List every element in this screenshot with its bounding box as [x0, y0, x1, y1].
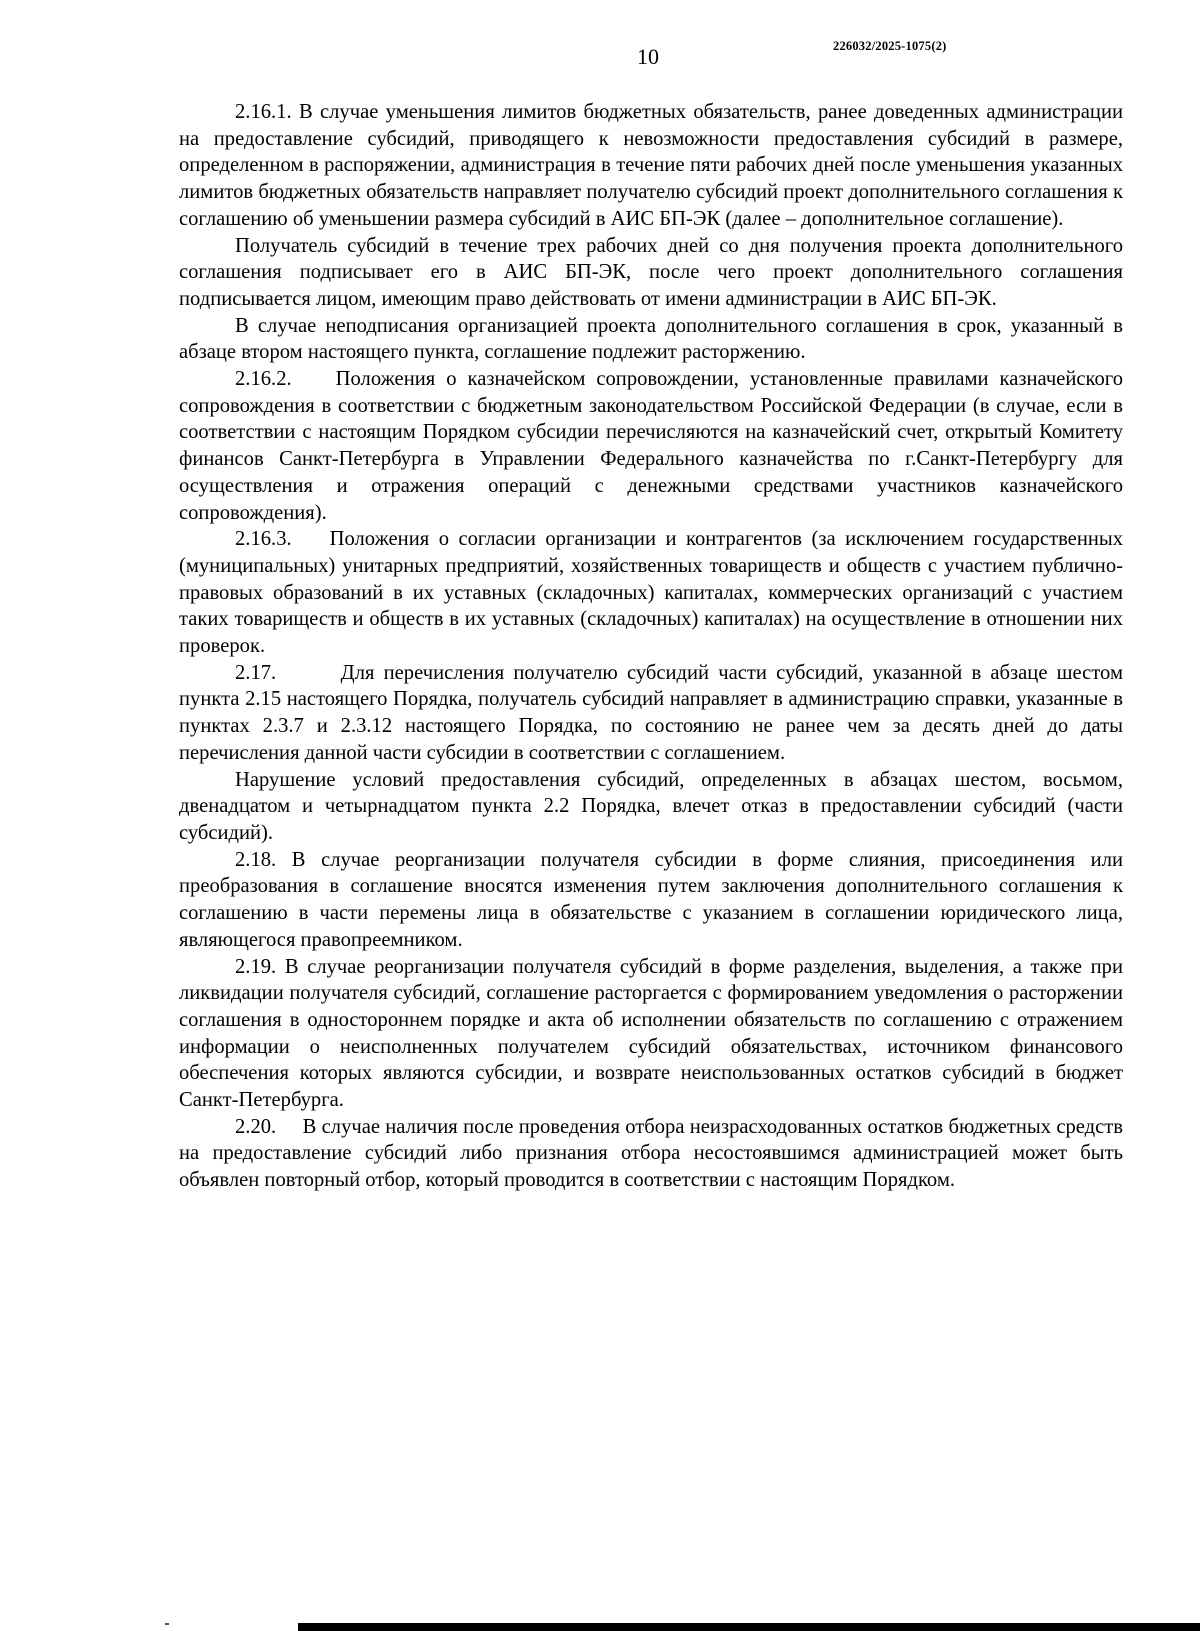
- paragraph-2-19: [179, 954, 1123, 1114]
- clause-number: 2.16.3.: [235, 528, 292, 551]
- paragraph-text: В случае реорганизации получателя субсидий в форме разделения, выделения, а также при ликвидации получателя субсидий, соглашение расторгается с формированием уведомления о расторжении соглашения в одностороннем порядке и акта об исполнении обязательств по соглашению с отражением информации о неисполненных получателем субсидий обязательствах, источником финансового обеспечения которых являются субсидии, и возврате неиспользованных остатков субсидий в бюджет Санкт-Петербурга.: [179, 955, 1123, 1112]
- scan-edge-bar: [298, 1623, 1200, 1631]
- page-number: 10: [637, 44, 659, 69]
- paragraph-2-16-3: [179, 526, 1123, 660]
- paragraph-text: В случае реорганизации получателя субсидии в форме слияния, присоединения или преобразования в соглашение вносятся изменения путем заключения дополнительного соглашения к соглашению в части перемены лица в обязательстве с указанием в соглашении юридического лица, являющегося правопреемником.: [179, 848, 1123, 951]
- document-id: 226032/2025-1075(2): [833, 39, 947, 53]
- clause-number: 2.19.: [235, 955, 277, 978]
- paragraph-text: Получатель субсидий в течение трех рабочих дней со дня получения проекта дополнительного соглашения подписывает его в АИС БП-ЭК, после чего проект дополнительного соглашения подписывается лицом, имеющим право действовать от имени администрации в АИС БП-ЭК.: [179, 234, 1123, 310]
- paragraph-2-17: [179, 660, 1123, 767]
- paragraph-text: Для перечисления получателю субсидий части субсидий, указанной в абзаце шестом пункта 2.15 настоящего Порядка, получатель субсидий направляет в администрацию справки, указанные в пунктах 2.3.7 и 2.3.12 настоящего Порядка, по состоянию не ранее чем за десять дней до даты перечисления данной части субсидии в соответствии с соглашением.: [179, 661, 1123, 764]
- clause-number: 2.16.2.: [235, 368, 292, 391]
- scan-artifact-dot: [165, 1623, 169, 1625]
- clause-number: 2.20.: [235, 1115, 277, 1138]
- paragraph-2-16-1-abz-2: [179, 233, 1123, 313]
- paragraph-2-18: [179, 847, 1123, 954]
- clause-number: 2.16.1.: [235, 101, 292, 123]
- paragraph-text: Нарушение условий предоставления субсидий, определенных в абзацах шестом, восьмом, двенадцатом и четырнадцатом пункта 2.2 Порядка, влечет отказ в предоставлении субсидий (части субсидий).: [179, 768, 1123, 844]
- paragraph-2-17-abz-2: [179, 767, 1123, 847]
- paragraph-text: В случае уменьшения лимитов бюджетных обязательств, ранее доведенных администрации на предоставление субсидий, приводящего к невозможности предоставления субсидий в размере, определенном в распоряжении, администрация в течение пяти рабочих дней после уменьшения указанных лимитов бюджетных обязательств направляет получателю субсидий проект дополнительного соглашения к соглашению об уменьшении размера субсидий в АИС БП-ЭК (далее – дополнительное соглашение).: [179, 101, 1123, 230]
- paragraph-2-16-1-abz-3: [179, 313, 1123, 366]
- paragraph-2-16-2: [179, 366, 1123, 526]
- clause-number: 2.18.: [235, 848, 277, 871]
- paragraph-text: Положения о казначейском сопровождении, установленные правилами казначейского сопровождения в соответствии с бюджетным законодательством Российской Федерации (в случае, если в соответствии с настоящим Порядком субсидии перечисляются на казначейский счет, открытый Комитету финансов Санкт-Петербурга в Управлении Федерального казначейства по г.Санкт-Петербургу для осуществления и отражения операций с денежными средствами участников казначейского сопровождения).: [179, 368, 1123, 524]
- document-body: [179, 99, 1123, 1194]
- paragraph-text: В случае неподписания организацией проекта дополнительного соглашения в срок, указанный в абзаце втором настоящего пункта, соглашение подлежит расторжению.: [179, 314, 1123, 364]
- clause-number: 2.17.: [235, 661, 277, 684]
- paragraph-2-20: [179, 1114, 1123, 1194]
- paragraph-text: Положения о согласии организации и контрагентов (за исключением государственных (муниципальных) унитарных предприятий, хозяйственных товариществ и обществ с участием публично-правовых образований в их уставных (складочных) капиталах, коммерческих организаций с участием таких товариществ и обществ в их уставных (складочных) капиталах) на осуществление в отношении них проверок.: [179, 528, 1123, 658]
- paragraph-text: В случае наличия после проведения отбора неизрасходованных остатков бюджетных средств на предоставление субсидий либо признания отбора несостоявшимся администрацией может быть объявлен повторный отбор, который проводится в соответствии с настоящим Порядком.: [179, 1115, 1123, 1192]
- paragraph-2-16-1: [179, 99, 1123, 233]
